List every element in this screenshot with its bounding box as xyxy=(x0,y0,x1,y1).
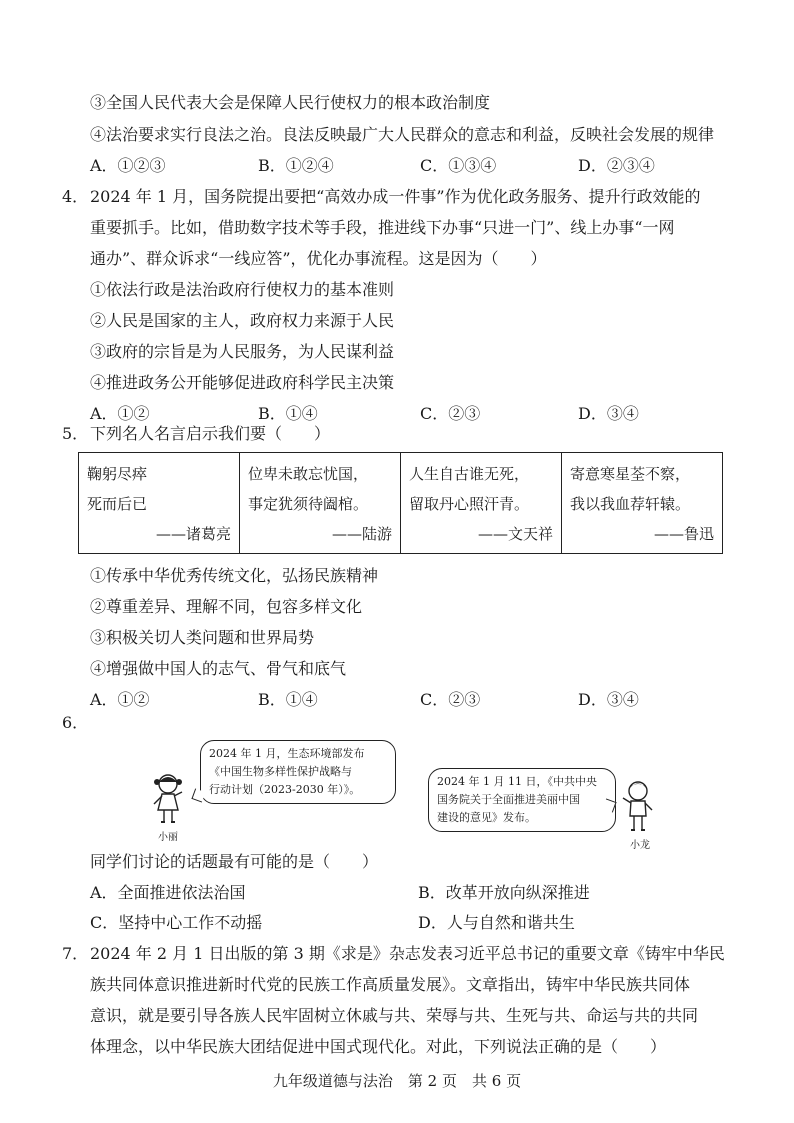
quote-author: ——诸葛亮 xyxy=(155,525,231,543)
q6-option-b[interactable]: B．改革开放向纵深推进 xyxy=(418,883,590,902)
quote-cell xyxy=(401,453,562,554)
q4-number: 4． xyxy=(62,187,89,206)
quote-author: ——文天祥 xyxy=(477,525,553,543)
q4-stem-line-3: 通办”、群众诉求“一线应答”，优化办事流程。这是因为（ ） xyxy=(90,249,547,268)
quote-cell xyxy=(79,453,240,554)
q4-option-a[interactable]: A．①② xyxy=(90,404,150,423)
q3-statement-4: ④法治要求实行良法之治。良法反映最广大人民群众的意志和利益，反映社会发展的规律 xyxy=(90,125,715,144)
q5-number: 5． xyxy=(62,424,89,443)
girl-figure-icon xyxy=(148,770,188,830)
q7-stem-line-2: 族共同体意识推进新时代党的民族工作高质量发展》。文章指出，铸牢中华民族共同体 xyxy=(90,975,691,994)
page-footer: 九年级道德与法治 第 2 页 共 6 页 xyxy=(272,1072,522,1090)
quote-line: 留取丹心照汗青。 xyxy=(409,495,530,513)
character-name-right: 小龙 xyxy=(630,840,650,851)
q5-option-c[interactable]: C．②③ xyxy=(420,690,481,709)
q4-option-b[interactable]: B．①④ xyxy=(258,404,318,423)
q6-option-c[interactable]: C．坚持中心工作不动摇 xyxy=(90,913,263,932)
q6-option-a[interactable]: A．全面推进依法治国 xyxy=(90,883,246,902)
q6-number: 6． xyxy=(62,713,89,732)
quote-line: 鞠躬尽瘁 xyxy=(87,465,148,483)
q5-statement-1: ①传承中华优秀传统文化，弘扬民族精神 xyxy=(90,566,379,585)
quote-line: 寄意寒星荃不察， xyxy=(570,465,691,483)
q4-option-d[interactable]: D．③④ xyxy=(578,404,639,423)
q5-option-b[interactable]: B．①④ xyxy=(258,690,318,709)
bubble-line: 2024 年 1 月 11 日，《中共中央 xyxy=(437,775,597,788)
bubble-line: 《中国生物多样性保护战略与 xyxy=(209,765,352,778)
quote-line: 事定犹须待阖棺。 xyxy=(248,495,369,513)
quote-line: 我以我血荐轩辕。 xyxy=(570,495,691,513)
q4-statement-1: ①依法行政是法治政府行使权力的基本准则 xyxy=(90,280,395,299)
q3-option-a[interactable]: A．①②③ xyxy=(90,156,166,175)
quote-author: ——鲁迅 xyxy=(653,525,714,543)
q5-statement-3: ③积极关切人类问题和世界局势 xyxy=(90,628,315,647)
speech-bubble-left xyxy=(200,740,396,804)
q5-statement-2: ②尊重差异、理解不同，包容多样文化 xyxy=(90,597,363,616)
bubble-line: 建设的意见》发布。 xyxy=(437,811,536,824)
quotes-table xyxy=(78,452,723,554)
quote-line: 人生自古谁无死， xyxy=(409,465,530,483)
bubble-line: 2024 年 1 月，生态环境部发布 xyxy=(209,747,365,760)
q6-option-d[interactable]: D．人与自然和谐共生 xyxy=(418,913,575,932)
q4-stem-line-2: 重要抓手。比如，借助数字技术等手段，推进线下办事“只进一门”、线上办事“一网 xyxy=(90,218,675,237)
q3-option-c[interactable]: C．①③④ xyxy=(420,156,497,175)
q5-option-d[interactable]: D．③④ xyxy=(578,690,639,709)
q7-stem-line-1: 2024 年 2 月 1 日出版的第 3 期《求是》杂志发表习近平总书记的重要文章《铸牢中华民 xyxy=(90,944,725,963)
q5-statement-4: ④增强做中国人的志气、骨气和底气 xyxy=(90,659,347,678)
q3-option-d[interactable]: D．②③④ xyxy=(578,156,655,175)
q4-statement-4: ④推进政务公开能够促进政府科学民主决策 xyxy=(90,373,395,392)
q4-stem-line-1: 2024 年 1 月，国务院提出要把“高效办成一件事”作为优化政务服务、提升行政效能的 xyxy=(90,187,701,206)
character-name-left: 小丽 xyxy=(158,832,178,843)
bubble-line: 国务院关于全面推进美丽中国 xyxy=(437,793,580,806)
q4-statement-3: ③政府的宗旨是为人民服务，为人民谋利益 xyxy=(90,342,395,361)
bubble-line: 行动计划（2023-2030 年）》。 xyxy=(209,783,361,796)
q6-stem: 同学们讨论的话题最有可能的是（ ） xyxy=(90,852,379,871)
q3-statement-3: ③全国人民代表大会是保障人民行使权力的根本政治制度 xyxy=(90,93,491,112)
q5-stem: 下列名人名言启示我们要（ ） xyxy=(90,424,331,443)
quote-cell xyxy=(562,453,723,554)
q3-option-b[interactable]: B．①②④ xyxy=(258,156,334,175)
q7-stem-line-4: 体理念，以中华民族大团结促进中国式现代化。对此，下列说法正确的是（ ） xyxy=(90,1037,667,1056)
quote-line: 位卑未敢忘忧国， xyxy=(248,465,369,483)
boy-figure-icon xyxy=(618,778,658,838)
quote-line: 死而后已 xyxy=(87,495,148,513)
q4-statement-2: ②人民是国家的主人，政府权力来源于人民 xyxy=(90,311,395,330)
q7-number: 7． xyxy=(62,944,89,963)
q7-stem-line-3: 意识，就是要引导各族人民牢固树立休戚与共、荣辱与共、生死与共、命运与共的共同 xyxy=(90,1006,699,1025)
quote-author: ——陆游 xyxy=(331,525,392,543)
q4-option-c[interactable]: C．②③ xyxy=(420,404,481,423)
q5-option-a[interactable]: A．①② xyxy=(90,690,150,709)
quote-cell xyxy=(240,453,401,554)
speech-bubble-right xyxy=(428,768,616,832)
bubble-tail-left xyxy=(191,788,205,802)
